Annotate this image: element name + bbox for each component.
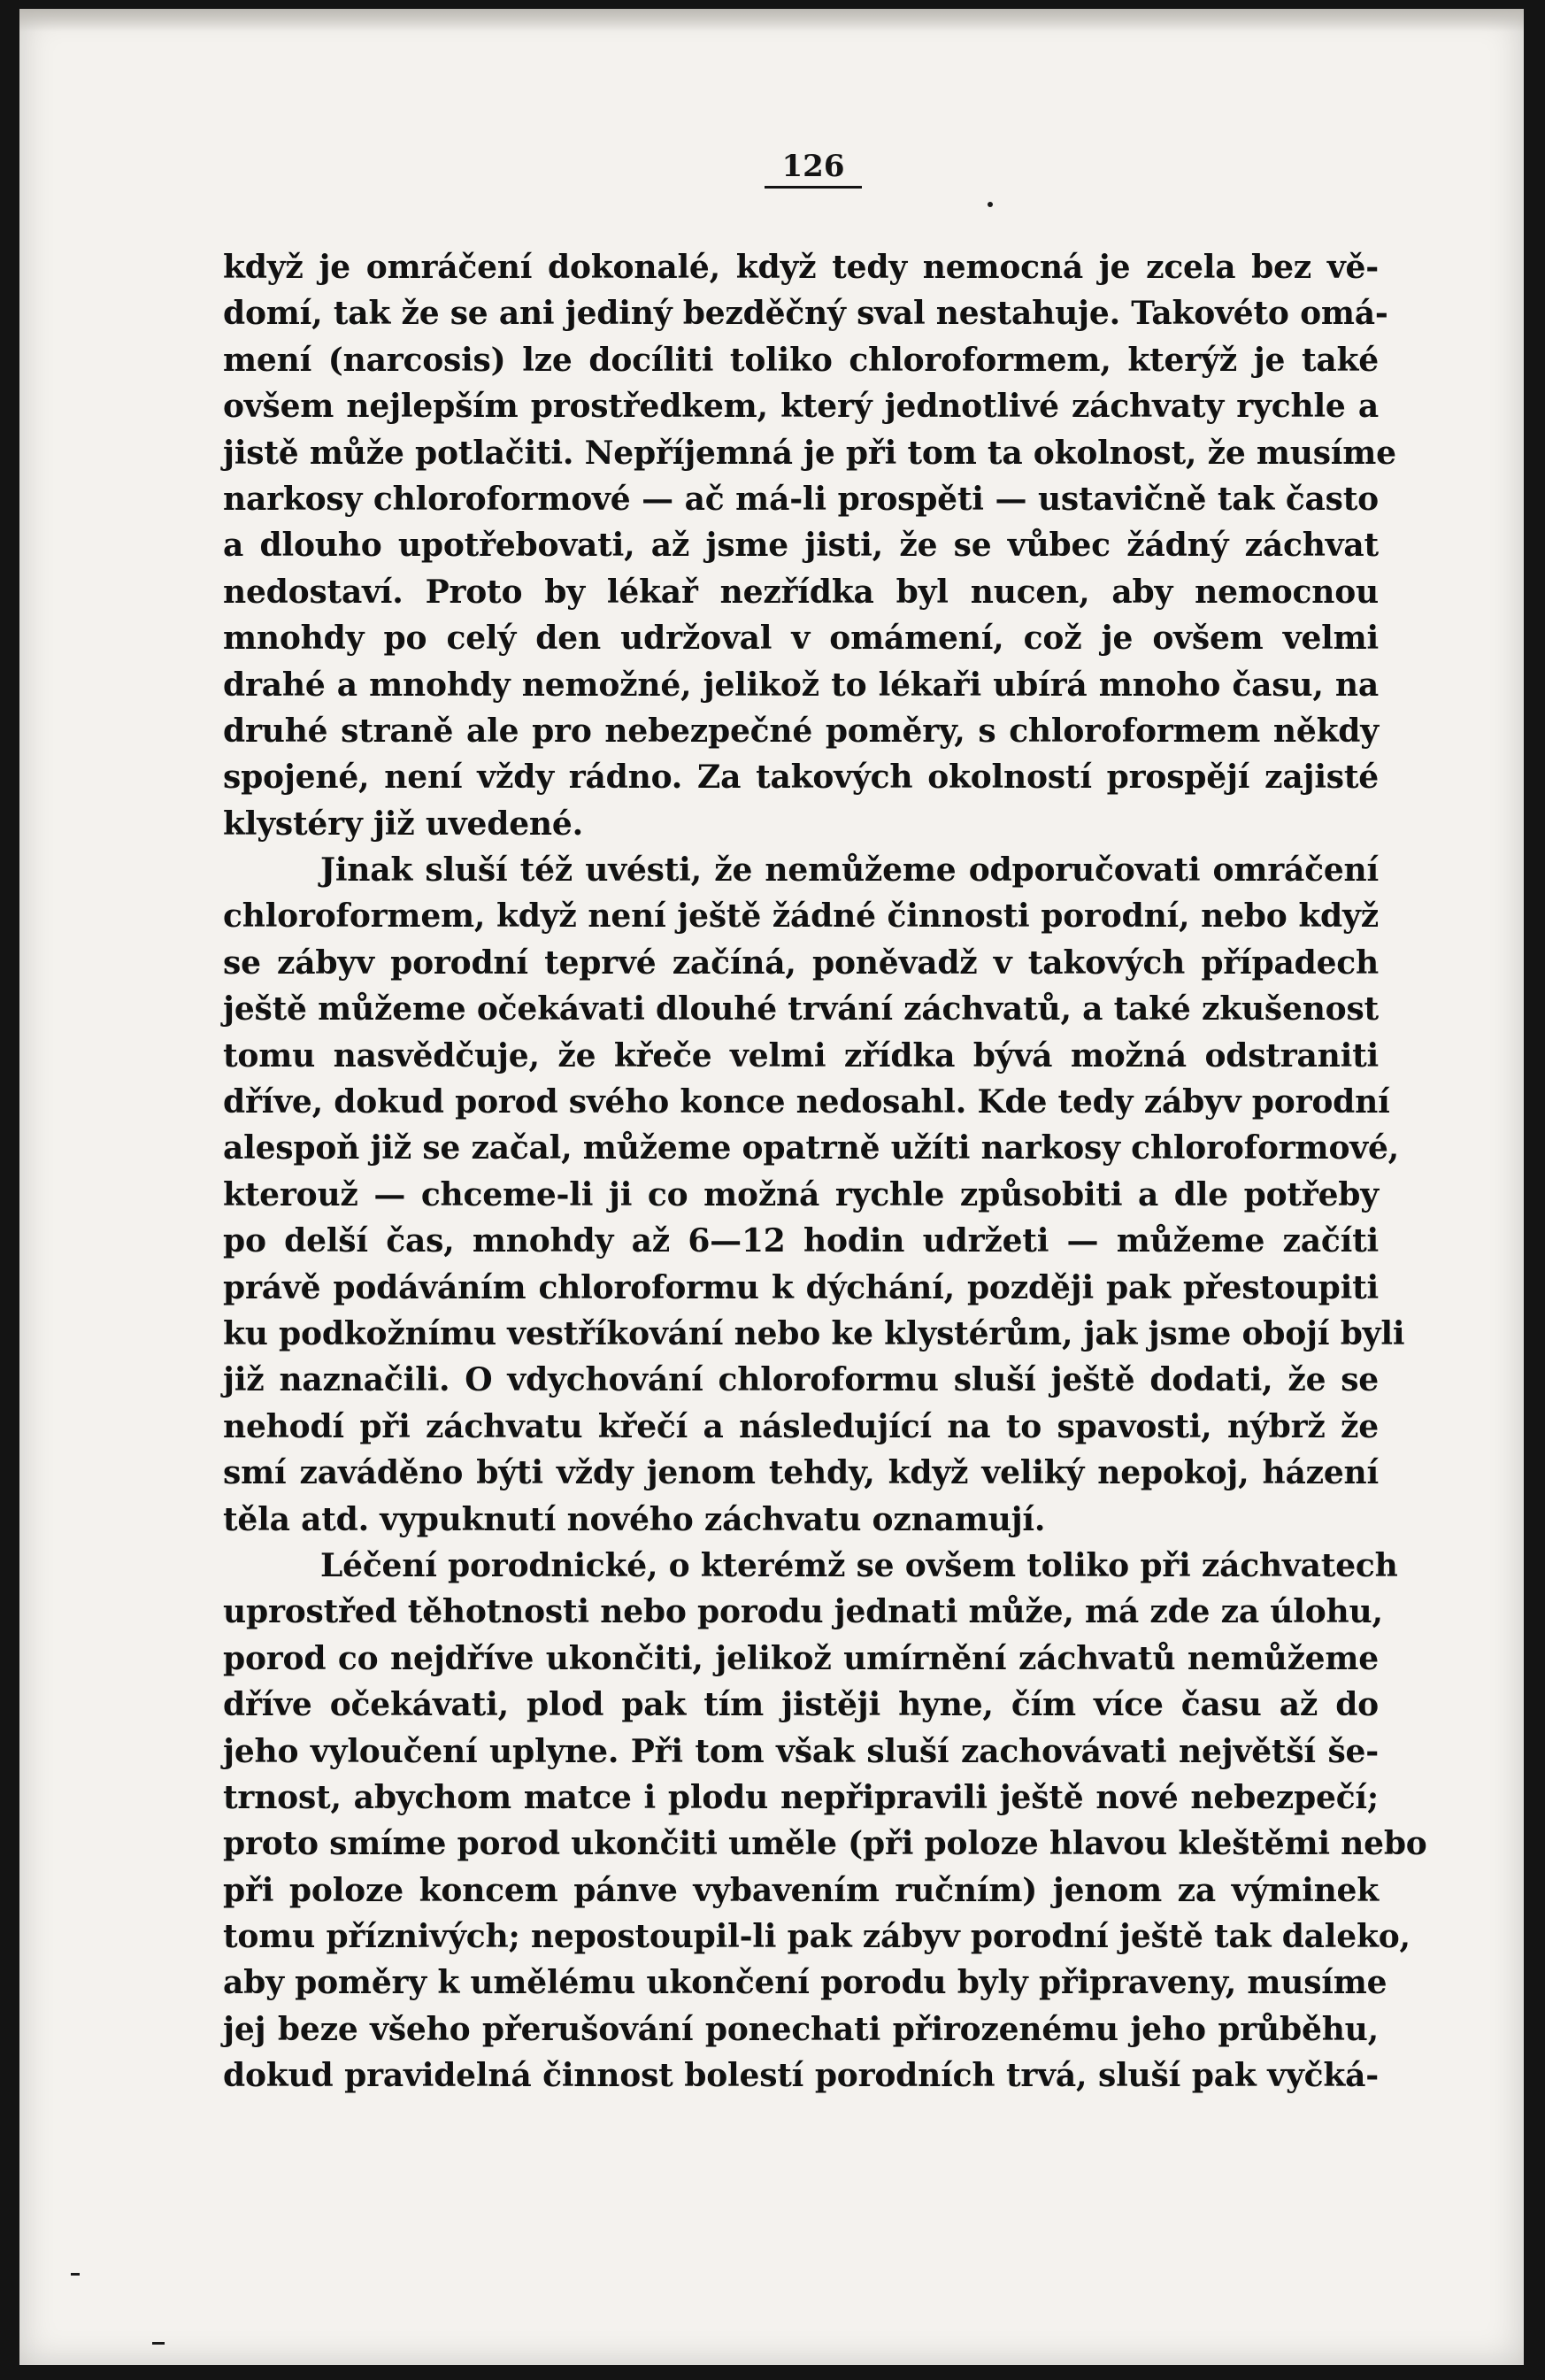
text-line: spojené, není vždy rádno. Za takových okolností prospějí zajisté	[223, 759, 1379, 797]
text-line: již naznačili. O vdychování chloroformu sluší ještě dodati, že se	[223, 1361, 1379, 1399]
text-line: narkosy chloroformové — ač má-li prospěti — ustavičně tak často	[223, 480, 1379, 518]
paragraph-2	[223, 847, 1405, 1543]
text-line: tomu příznivých; nepostoupil-li pak zábyv porodní ještě tak daleko,	[223, 1918, 1410, 1956]
text-line: se zábyv porodní teprvé začíná, poněvadž v takových případech	[223, 944, 1379, 982]
text-line: a dlouho upotřebovati, až jsme jisti, že se vůbec žádný záchvat	[223, 527, 1379, 565]
text-line: ku podkožnímu vestříkování nebo ke klystérům, jak jsme obojí byli	[223, 1314, 1405, 1352]
text-line: proto smíme porod ukončiti uměle (při poloze hlavou kleštěmi nebo	[223, 1825, 1427, 1863]
text-line: aby poměry k umělému ukončení porodu byly připraveny, musíme	[223, 1964, 1387, 2002]
text-line: chloroformem, když není ještě žádné činnosti porodní, nebo když	[223, 897, 1379, 936]
text-line: alespoň již se začal, můžeme opatrně užíti narkosy chloroformové,	[223, 1129, 1400, 1167]
text-line: uprostřed těhotnosti nebo porodu jednati může, má zde za úlohu,	[223, 1593, 1383, 1631]
text-line: právě podáváním chloroformu k dýchání, později pak přestoupiti	[223, 1268, 1379, 1306]
text-line: domí, tak že se ani jediný bezděčný sval nestahuje. Takovéto omá-	[223, 295, 1388, 333]
text-line: drahé a mnohdy nemožné, jelikož to lékaři ubírá mnoho času, na	[223, 666, 1379, 704]
text-line: po delší čas, mnohdy až 6—12 hodin udržeti — můžeme začíti	[223, 1222, 1379, 1260]
text-line: tomu nasvědčuje, že křeče velmi zřídka bývá možná odstraniti	[223, 1036, 1379, 1074]
text-line: když je omráčení dokonalé, když tedy nemocná je zcela bez vě-	[223, 249, 1379, 286]
text-line: kterouž — chceme-li ji co možná rychle způsobiti a dle potřeby	[223, 1175, 1379, 1213]
text-line: dokud pravidelná činnost bolestí porodních trvá, sluší pak vyčká-	[223, 2057, 1379, 2095]
text-line: druhé straně ale pro nebezpečné poměry, s chloroformem někdy	[223, 712, 1379, 750]
text-line: nedostaví. Proto by lékař nezřídka byl nucen, aby nemocnou	[223, 573, 1379, 611]
text-line: ještě můžeme očekávati dlouhé trvání záchvatů, a také zkušenost	[223, 990, 1379, 1028]
text-line: nehodí při záchvatu křečí a následující na to spavosti, nýbrž že	[223, 1407, 1379, 1445]
text-line: smí zaváděno býti vždy jenom tehdy, když veliký nepokoj, házení	[223, 1454, 1379, 1492]
book-page	[19, 9, 1524, 2365]
text-line: mení (narcosis) lze docíliti toliko chloroformem, kterýž je také	[223, 341, 1379, 379]
text-line: při poloze koncem pánve vybavením ručním) jenom za výminek	[223, 1871, 1379, 1909]
text-line: ovšem nejlepším prostředkem, který jednotlivé záchvaty rychle a	[223, 388, 1379, 426]
text-line: jeho vyloučení uplyne. Při tom však sluší zachovávati největší še-	[223, 1732, 1379, 1770]
text-line: klystéry již uvedené.	[223, 805, 583, 843]
text-line: Jinak sluší též uvésti, že nemůžeme odporučovati omráčení	[320, 851, 1379, 890]
text-line: mnohdy po celý den udržoval v omámení, což je ovšem velmi	[223, 620, 1379, 658]
text-line: dříve, dokud porod svého konce nedosahl. Kde tedy zábyv porodní	[223, 1083, 1390, 1121]
ink-speck	[71, 2273, 80, 2276]
text-line: dříve očekávati, plod pak tím jistěji hyne, čím více času až do	[223, 1686, 1379, 1724]
text-line: trnost, abychom matce i plodu nepřipravili ještě nové nebezpečí;	[223, 1778, 1379, 1816]
paragraph-3	[223, 1543, 1427, 2099]
text-line: Léčení porodnické, o kterémž se ovšem toliko při záchvatech	[320, 1546, 1398, 1584]
text-line: jej beze všeho přerušování ponechati přirozenému jeho průběhu,	[223, 2010, 1379, 2048]
text-line: jistě může potlačiti. Nepříjemná je při tom ta okolnost, že musíme	[223, 434, 1396, 472]
paragraph-1	[223, 244, 1396, 847]
body-text	[223, 244, 1427, 2099]
text-line: porod co nejdříve ukončiti, jelikož umírnění záchvatů nemůžeme	[223, 1639, 1379, 1677]
ink-speck	[152, 2342, 165, 2345]
text-line: těla atd. vypuknutí nového záchvatu oznamují.	[223, 1500, 1046, 1538]
page-number: 126	[765, 149, 862, 189]
ink-speck	[988, 202, 993, 207]
